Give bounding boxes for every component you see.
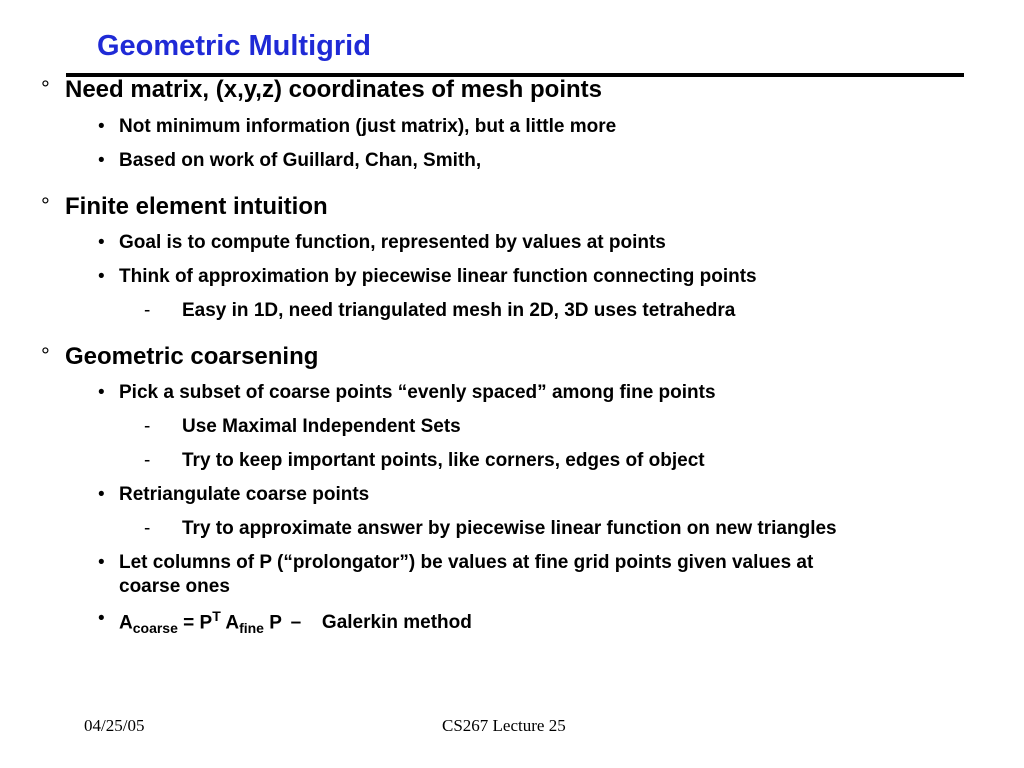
dot-bullet: • [98,150,105,171]
dash-bullet: - [144,450,151,471]
degree-bullet: ° [41,193,50,218]
footer-date: 04/25/05 [84,716,145,735]
bullet-item: • Not minimum information (just matrix), but a little more [98,116,617,137]
bullet-item: • Let columns of P (“prolongator”) be values at fine grid points given values at [98,552,814,573]
dot-bullet: • [98,608,105,629]
bullet-item: • Goal is to compute function, represented by values at points [98,232,666,253]
section-heading-finite-element: ° Finite element intuition [41,193,328,220]
footer-course: CS267 Lecture 25 [442,716,566,735]
sub-bullet-item: - Use Maximal Independent Sets [144,416,461,437]
dash-bullet: - [144,416,151,437]
dash-bullet: - [144,518,151,539]
dash-bullet: - [144,300,151,321]
degree-bullet: ° [41,343,50,368]
dot-bullet: • [98,484,105,505]
galerkin-formula: • $A_{coarse} = P^T$ $A_{fine}$ P – Galerkin method [98,608,472,637]
dot-bullet: • [98,266,105,287]
slide-title: Geometric Multigrid [97,30,371,62]
sub-bullet-item: - Try to keep important points, like corners, edges of object [144,450,705,471]
sub-bullet-item: - Easy in 1D, need triangulated mesh in 2D, 3D uses tetrahedra [144,300,736,321]
dot-bullet: • [98,232,105,253]
bullet-item: • Pick a subset of coarse points “evenly spaced” among fine points [98,382,716,403]
dot-bullet: • [98,116,105,137]
degree-bullet: ° [41,76,50,101]
dot-bullet: • [98,552,105,573]
section-heading-matrix: ° Need matrix, (x,y,z) coordinates of mesh points [41,76,602,103]
section-heading-coarsening: ° Geometric coarsening [41,343,319,370]
bullet-item: • Retriangulate coarse points [98,484,370,505]
dot-bullet: • [98,382,105,403]
bullet-item: • Based on work of Guillard, Chan, Smith, [98,150,482,171]
sub-bullet-item: - Try to approximate answer by piecewise linear function on new triangles [144,518,837,539]
bullet-item: • Think of approximation by piecewise linear function connecting points [98,266,757,287]
bullet-item-continuation: coarse ones [119,576,230,597]
